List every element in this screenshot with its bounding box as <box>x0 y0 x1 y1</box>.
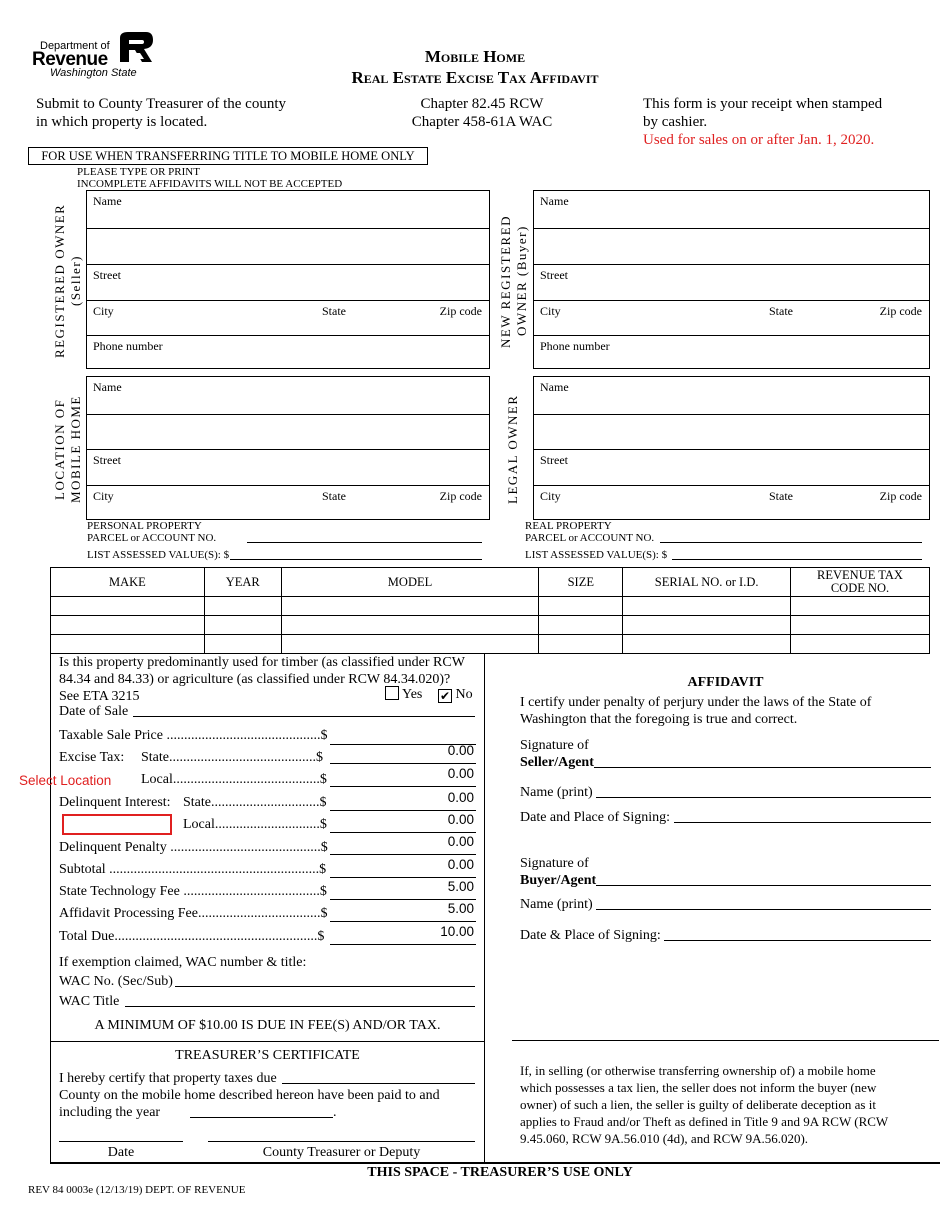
seller-box <box>86 190 490 369</box>
real-parcel-label: PARCEL or ACCOUNT NO. <box>525 532 655 544</box>
excise-local-amount: 0.00 <box>330 766 476 787</box>
personal-parcel-input[interactable] <box>247 542 482 543</box>
taxable-sale-price-label: Taxable Sale Price ............................................$ <box>59 728 328 743</box>
seller-street-field[interactable] <box>87 265 489 301</box>
personal-assessed-label: LIST ASSESSED VALUE(S): $ <box>87 549 230 561</box>
seller-city-label: City <box>93 304 114 318</box>
location-box <box>86 376 490 520</box>
treasurer-date-input[interactable] <box>59 1141 183 1142</box>
yes-checkbox[interactable] <box>385 686 399 700</box>
submit-line1: Submit to County Treasurer of the county <box>36 96 286 112</box>
table-cell[interactable] <box>281 616 539 635</box>
treasurer-cert-divider <box>50 1041 485 1042</box>
legal-street-field[interactable] <box>534 450 929 486</box>
buyer-section-label: NEW REGISTERED OWNER (Buyer) <box>498 214 529 348</box>
total-due-amount: 10.00 <box>330 924 476 945</box>
buyer-date-place-input[interactable] <box>664 940 931 941</box>
buyer-city-label: City <box>540 304 561 318</box>
incomplete-affidavit-note: INCOMPLETE AFFIDAVITS WILL NOT BE ACCEPTED <box>77 178 343 190</box>
logo-revenue-text: Revenue <box>32 49 108 70</box>
seller-name-print-label: Name (print) <box>520 785 593 800</box>
center-divider <box>484 654 485 1164</box>
affidavit-title: AFFIDAVIT <box>687 675 764 690</box>
real-property-label: REAL PROPERTY <box>525 520 612 532</box>
location-zip-label: Zip code <box>439 489 482 503</box>
col-serial: SERIAL NO. or I.D. <box>623 568 791 597</box>
table-cell[interactable] <box>204 597 281 616</box>
lien-line2: which possesses a tax lien, the seller does not inform the buyer (new <box>520 1080 877 1095</box>
submit-line2: in which property is located. <box>36 114 208 130</box>
buyer-zip-label: Zip code <box>879 304 922 318</box>
real-assessed-input[interactable] <box>672 559 922 560</box>
treasurer-cert-line3: including the year <box>59 1105 161 1120</box>
buyer-name-field[interactable] <box>534 191 929 229</box>
location-street-field[interactable] <box>87 450 489 486</box>
treasurer-cert-line1: I hereby certify that property taxes due <box>59 1071 277 1086</box>
form-title-line2: Real Estate Excise Tax Affidavit <box>351 68 599 87</box>
transfer-banner: FOR USE WHEN TRANSFERRING TITLE TO MOBILE HOME ONLY <box>28 147 428 165</box>
seller-name-print-input[interactable] <box>596 797 931 798</box>
location-section-label: LOCATION OF MOBILE HOME <box>52 395 83 503</box>
receipt-line2: by cashier. <box>643 114 708 130</box>
tax-lien-notice <box>520 1062 940 1147</box>
buyer-name-line2-field[interactable] <box>534 229 929 265</box>
seller-section-label: REGISTERED OWNER (Seller) <box>52 203 83 359</box>
excise-state-amount: 0.00 <box>330 743 476 764</box>
table-cell[interactable] <box>539 616 623 635</box>
seller-date-place-label: Date and Place of Signing: <box>520 810 671 825</box>
affidavit-statement <box>520 694 871 728</box>
buyer-street-field[interactable] <box>534 265 929 301</box>
lien-line5: 9.45.060, RCW 9A.56.010 (4d), and RCW 9A.56.020). <box>520 1131 809 1146</box>
location-name-line2-field[interactable] <box>87 415 489 450</box>
location-name-label: Name <box>93 380 122 394</box>
affidavit-line2: Washington that the foregoing is true and correct. <box>520 712 798 727</box>
treasurer-cert-title: TREASURER’S CERTIFICATE <box>175 1048 360 1063</box>
legal-city-label: City <box>540 489 561 503</box>
table-cell[interactable] <box>204 616 281 635</box>
subtotal-amount: 0.00 <box>330 857 476 878</box>
processing-fee-label: Affidavit Processing Fee...................................$ <box>59 906 328 921</box>
treasurer-deputy-label: County Treasurer or Deputy <box>262 1145 421 1160</box>
buyer-phone-field[interactable] <box>534 336 929 369</box>
buyer-phone-label: Phone number <box>540 339 610 353</box>
buyer-state-label: State <box>769 304 793 318</box>
location-select-dropdown[interactable] <box>62 814 172 835</box>
lien-line3: owner) of such a lien, the seller is guilty of deliberate deception as it <box>520 1097 876 1112</box>
subtotal-label: Subtotal ............................................................$ <box>59 862 327 877</box>
table-cell[interactable] <box>281 635 539 654</box>
affidavit-line1: I certify under penalty of perjury under the laws of the State of <box>520 695 872 710</box>
seller-zip-label: Zip code <box>439 304 482 318</box>
table-row <box>51 597 930 616</box>
buyer-name-print-label: Name (print) <box>520 897 593 912</box>
treasurer-deputy-signature[interactable] <box>208 1141 475 1142</box>
real-parcel-input[interactable] <box>660 542 922 543</box>
col-revenue-tax-code: REVENUE TAX CODE NO. <box>791 568 930 597</box>
seller-name-label: Name <box>93 194 122 208</box>
table-cell[interactable] <box>281 597 539 616</box>
treasurer-period: . <box>333 1105 337 1120</box>
total-due-label: Total Due..........................................................$ <box>59 929 325 944</box>
form-title-line1: Mobile Home <box>424 47 526 66</box>
legal-name-line2-field[interactable] <box>534 415 929 450</box>
buyer-signature-of-label: Signature of <box>520 856 589 871</box>
table-cell[interactable] <box>51 597 205 616</box>
personal-assessed-input[interactable] <box>230 559 482 560</box>
seller-agent-label: Seller/Agent <box>520 755 594 770</box>
table-cell[interactable] <box>51 616 205 635</box>
date-of-sale-label: Date of Sale <box>59 704 129 719</box>
wac-number-label: WAC No. (Sec/Sub) <box>59 974 173 989</box>
personal-parcel-label: PARCEL or ACCOUNT NO. <box>87 532 217 544</box>
no-option[interactable] <box>438 686 473 703</box>
seller-signature-of-label: Signature of <box>520 738 589 753</box>
logo-state-text: Washington State <box>50 67 137 79</box>
seller-name-line2-field[interactable] <box>87 229 489 265</box>
legal-owner-box <box>533 376 930 520</box>
di-local-amount: 0.00 <box>330 812 476 833</box>
lien-line4: applies to Fraud and/or Theft as defined in Title 9 and 9A RCW (RCW <box>520 1114 889 1129</box>
table-cell[interactable] <box>204 635 281 654</box>
buyer-agent-label: Buyer/Agent <box>520 873 597 888</box>
legal-name-label: Name <box>540 380 569 394</box>
seller-city-field[interactable] <box>87 301 489 336</box>
buyer-name-print-input[interactable] <box>596 909 931 910</box>
buyer-street-label: Street <box>540 268 568 282</box>
legal-name-field[interactable] <box>534 377 929 415</box>
tech-fee-amount: 5.00 <box>330 879 476 900</box>
treasurer-county-input[interactable] <box>282 1083 475 1084</box>
affidavit-bottom-divider <box>512 1040 939 1041</box>
col-make: MAKE <box>51 568 205 597</box>
tech-fee-label: State Technology Fee .......................................$ <box>59 884 327 899</box>
date-of-sale-input[interactable] <box>133 716 475 717</box>
no-checkbox[interactable]: ✔ <box>439 689 451 703</box>
treasurer-cert-line2: County on the mobile home described hereon have been paid to and <box>59 1088 440 1103</box>
excise-local-label: Local..........................................$ <box>141 772 327 787</box>
col-size: SIZE <box>539 568 623 597</box>
processing-fee-amount: 5.00 <box>330 901 476 922</box>
seller-phone-label: Phone number <box>93 339 163 353</box>
excise-tax-label: Excise Tax: <box>59 750 125 765</box>
table-cell[interactable] <box>623 635 791 654</box>
yes-label: Yes <box>401 687 423 702</box>
col-model: MODEL <box>281 568 539 597</box>
wac-number-input[interactable] <box>175 986 475 987</box>
minimum-due-note: A MINIMUM OF $10.00 IS DUE IN FEE(S) AND/OR TAX. <box>94 1018 441 1033</box>
seller-state-label: State <box>322 304 346 318</box>
form-id: REV 84 0003e (12/13/19) DEPT. OF REVENUE <box>28 1184 246 1196</box>
buyer-city-field[interactable] <box>534 301 929 336</box>
table-row <box>51 616 930 635</box>
table-cell[interactable] <box>791 597 930 616</box>
table-cell[interactable] <box>791 635 930 654</box>
sales-date-note: Used for sales on or after Jan. 1, 2020. <box>643 132 875 148</box>
personal-property-label: PERSONAL PROPERTY <box>87 520 202 532</box>
submit-instructions <box>36 95 286 131</box>
buyer-date-place-label: Date & Place of Signing: <box>520 928 661 943</box>
wac-title-input[interactable] <box>125 1006 475 1007</box>
col-year: YEAR <box>204 568 281 597</box>
legal-state-label: State <box>769 489 793 503</box>
left-panel-border <box>50 654 51 1164</box>
chapter-wac: Chapter 458-61A WAC <box>411 114 553 130</box>
treasurer-use-only-label: THIS SPACE - TREASURER’S USE ONLY <box>367 1165 633 1180</box>
no-label: No <box>455 687 473 702</box>
table-cell[interactable] <box>623 616 791 635</box>
receipt-note <box>643 95 882 149</box>
timber-question-line3: See ETA 3215 <box>59 689 140 704</box>
delinquent-interest-label: Delinquent Interest: <box>59 795 171 810</box>
location-city-label: City <box>93 489 114 503</box>
mobile-home-table <box>50 567 930 654</box>
seller-signature-input[interactable] <box>594 767 931 768</box>
table-cell[interactable] <box>623 597 791 616</box>
location-street-label: Street <box>93 453 121 467</box>
buyer-signature-input[interactable] <box>596 885 931 886</box>
location-state-label: State <box>322 489 346 503</box>
legal-city-field[interactable] <box>534 486 929 520</box>
buyer-name-label: Name <box>540 194 569 208</box>
table-cell[interactable] <box>51 635 205 654</box>
real-assessed-label: LIST ASSESSED VALUE(S): $ <box>525 549 668 561</box>
treasurer-year-input[interactable] <box>190 1117 333 1118</box>
legal-zip-label: Zip code <box>879 489 922 503</box>
table-header-row <box>51 568 930 597</box>
timber-question-line1: Is this property predominantly used for timber (as classified under RCW <box>59 655 465 670</box>
location-name-field[interactable] <box>87 377 489 415</box>
excise-state-label: State..........................................$ <box>141 750 323 765</box>
chapter-references <box>382 95 582 131</box>
legal-owner-section-label: LEGAL OWNER <box>505 394 520 504</box>
table-cell[interactable] <box>791 616 930 635</box>
select-location-label: Select Location <box>19 773 112 788</box>
seller-date-place-input[interactable] <box>674 822 931 823</box>
table-cell[interactable] <box>539 635 623 654</box>
timber-question-line2: 84.34 and 84.33) or agriculture (as classified under RCW 84.34.020)? <box>59 672 451 687</box>
treasurer-date-label: Date <box>107 1145 135 1160</box>
table-row <box>51 635 930 654</box>
di-state-amount: 0.00 <box>330 790 476 811</box>
table-cell[interactable] <box>539 597 623 616</box>
receipt-line1: This form is your receipt when stamped <box>643 96 883 112</box>
legal-street-label: Street <box>540 453 568 467</box>
location-city-field[interactable] <box>87 486 489 520</box>
di-local-label: Local..............................$ <box>183 817 327 832</box>
lien-line1: If, in selling (or otherwise transferring ownership of) a mobile home <box>520 1063 876 1078</box>
chapter-rcw: Chapter 82.45 RCW <box>420 96 544 112</box>
wac-title-label: WAC Title <box>59 994 120 1009</box>
di-state-label: State...............................$ <box>183 795 327 810</box>
bottom-rule <box>50 1162 940 1164</box>
exemption-title: If exemption claimed, WAC number & title: <box>59 955 307 970</box>
seller-phone-field[interactable] <box>87 336 489 369</box>
buyer-box <box>533 190 930 369</box>
seller-name-field[interactable] <box>87 191 489 229</box>
type-or-print-note: PLEASE TYPE OR PRINT <box>77 166 200 178</box>
yes-option[interactable] <box>385 686 422 703</box>
delinquent-penalty-amount: 0.00 <box>330 834 476 855</box>
seller-street-label: Street <box>93 268 121 282</box>
logo-department-text: Department of <box>40 40 110 52</box>
delinquent-penalty-label: Delinquent Penalty ...........................................$ <box>59 840 328 855</box>
